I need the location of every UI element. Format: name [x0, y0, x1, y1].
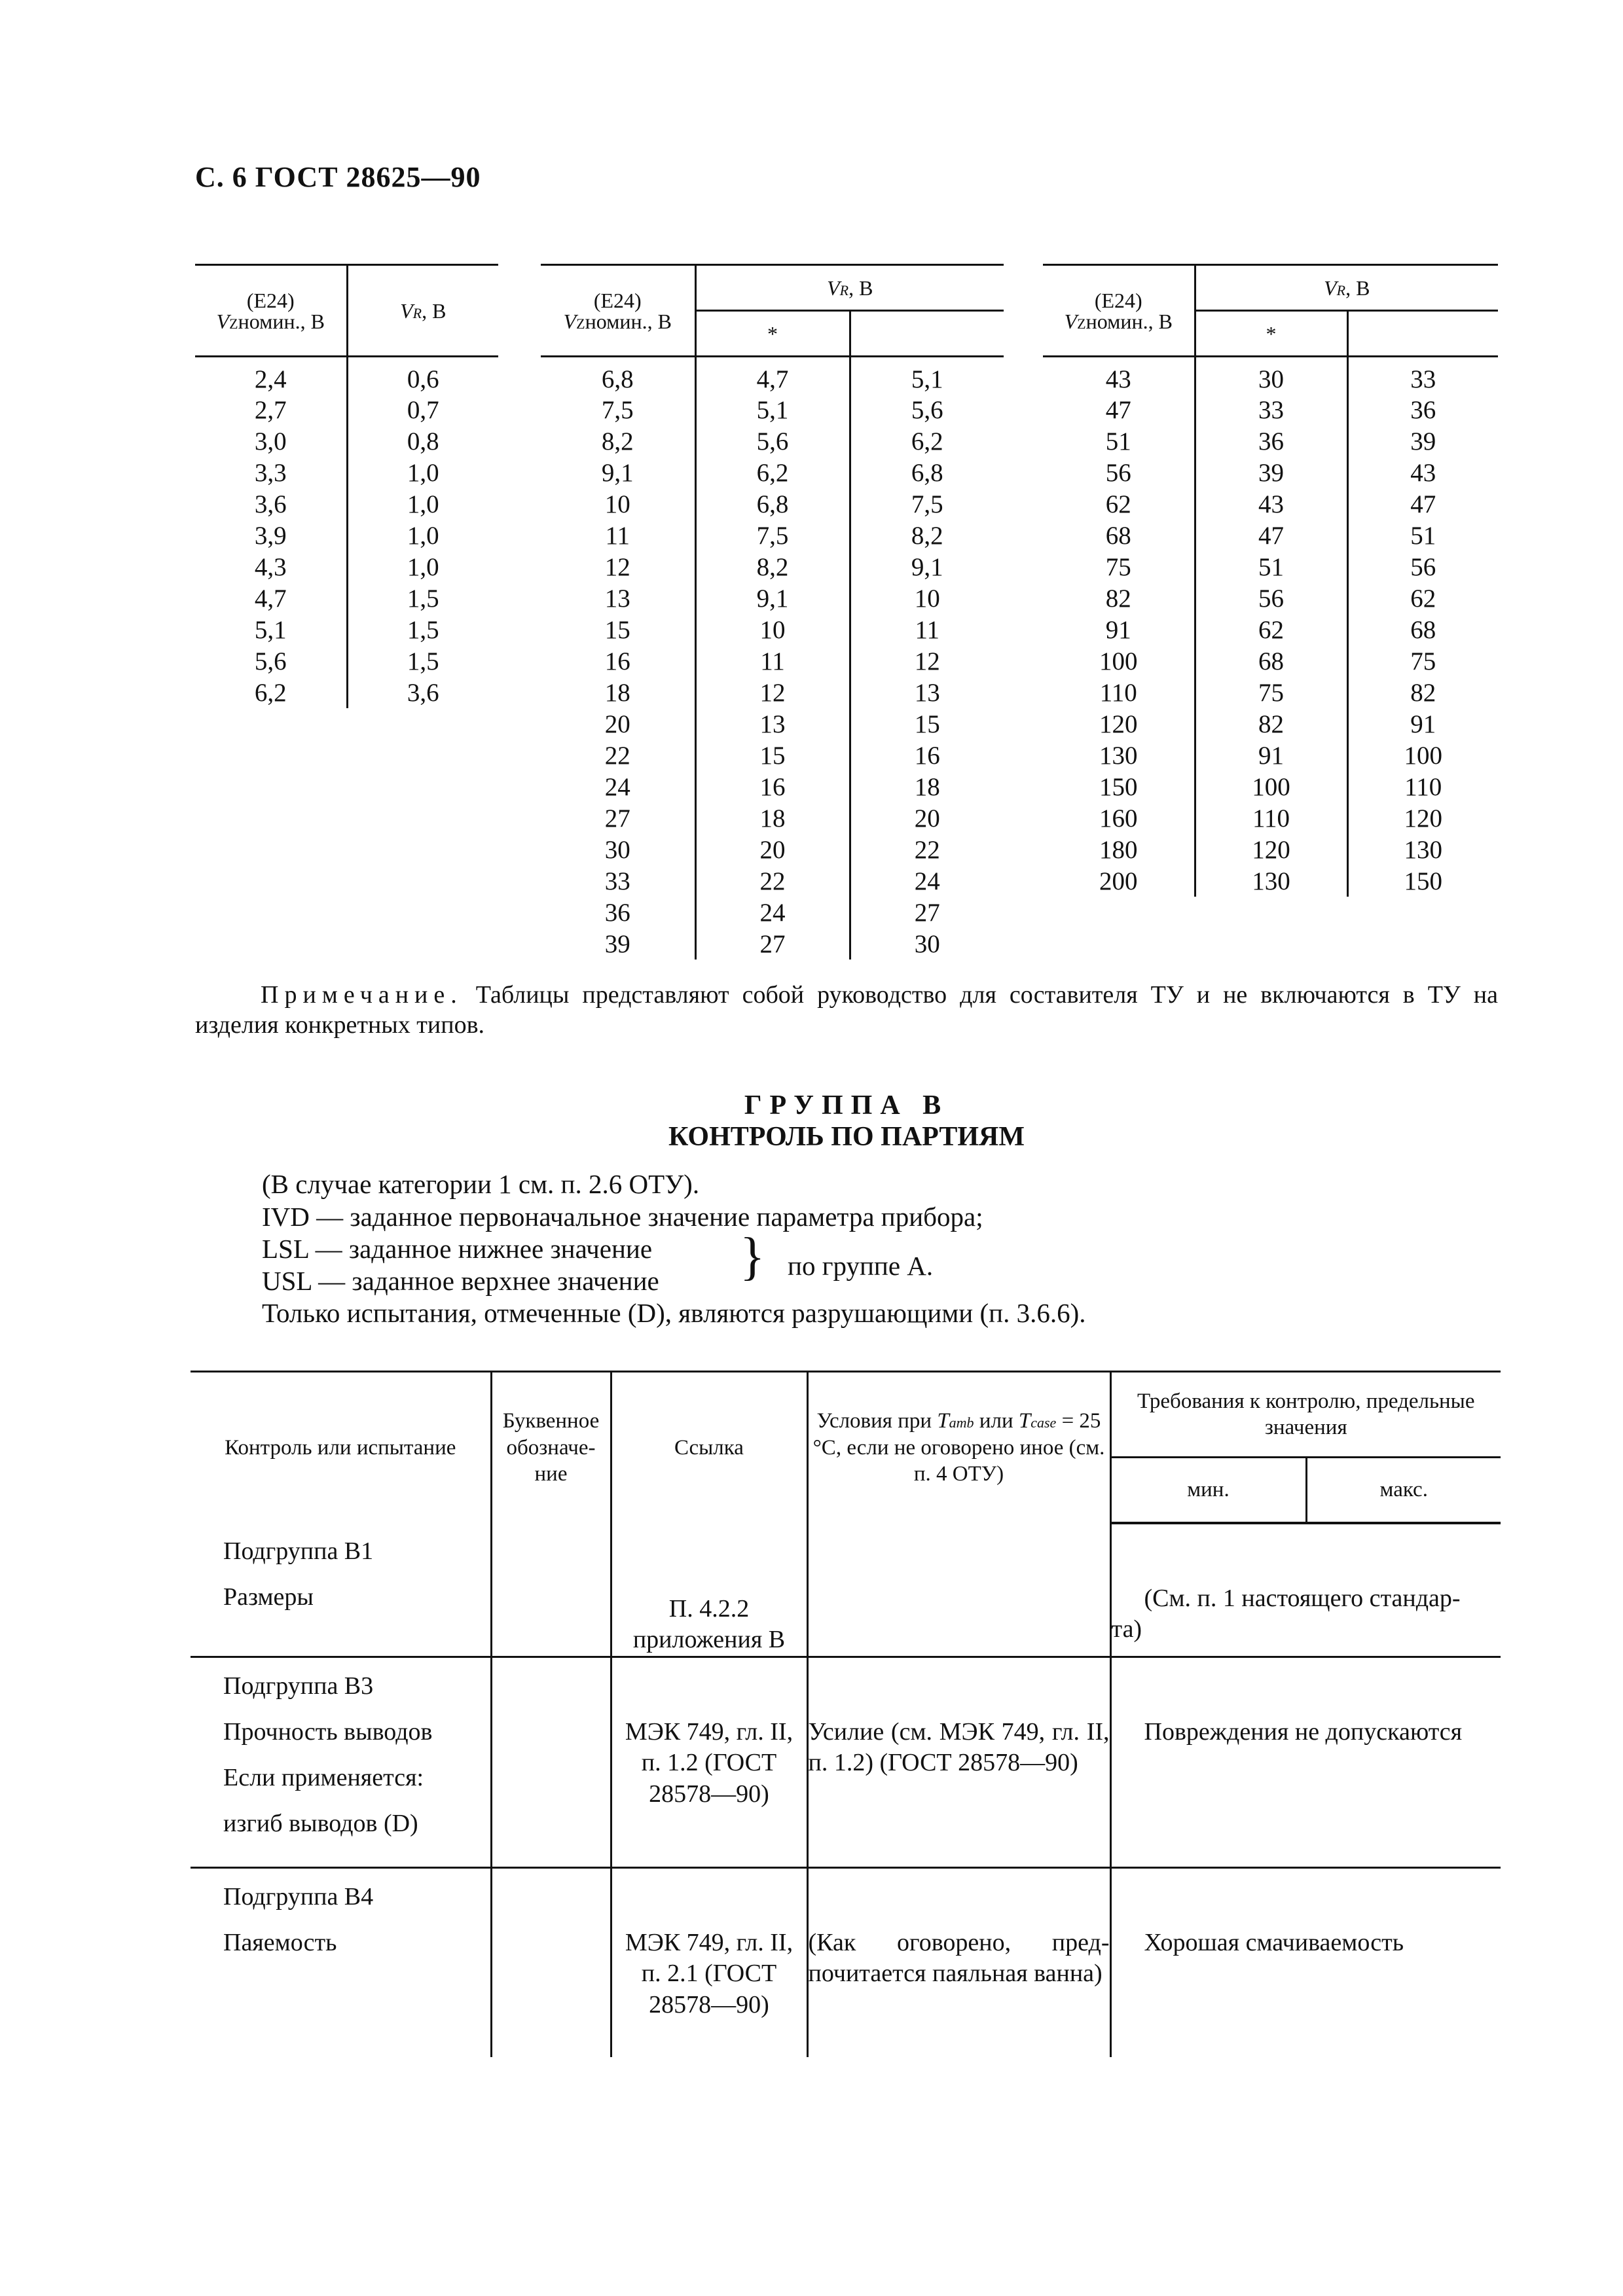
table-cell: 18: [695, 802, 850, 834]
test-lead-strength: Прочность выводов: [223, 1717, 433, 1746]
table-cell: 110: [1099, 678, 1137, 707]
table-cell: 10: [604, 490, 630, 518]
table-row: [1043, 583, 1498, 614]
table-cell: 6,2: [695, 457, 850, 488]
table-row-b1: [191, 1523, 1501, 1657]
table-row: [195, 394, 498, 425]
table-cell: 100: [1347, 740, 1498, 771]
table-cell: 27: [695, 928, 850, 960]
table-row: [195, 645, 498, 677]
table-cell: 11: [605, 521, 630, 550]
intro-lsl: LSL — заданное нижнее значение: [262, 1234, 653, 1264]
col-vr-header: VR, В: [1195, 265, 1498, 311]
table-cell: 68: [1195, 645, 1347, 677]
table-cell: 1,5: [347, 614, 498, 645]
table-cell: 4,7: [254, 584, 287, 613]
note-label: Примечание.: [261, 981, 463, 1009]
subgroup-b4: Подгруппа В4: [223, 1882, 374, 1910]
header-min: мин.: [1110, 1458, 1306, 1523]
cond-b3: Усилие (см. МЭК 749, гл. II, п. 1.2) (ГОСТ 28578—90): [807, 1657, 1110, 1867]
table-cell: 10: [850, 583, 1004, 614]
table-row-b3: [191, 1657, 1501, 1867]
cond-b4: (Как оговорено, пред-почитается паяльная ванна): [807, 1867, 1110, 2057]
table-cell: 1,5: [347, 583, 498, 614]
table-cell: 39: [604, 929, 630, 958]
table-row: [1043, 771, 1498, 802]
table-cell: 27: [850, 897, 1004, 928]
table-cell: 56: [1105, 458, 1131, 487]
table-cell: 11: [695, 645, 850, 677]
table-cell: 6,8: [601, 365, 634, 393]
table-cell: 0,7: [347, 394, 498, 425]
table-cell: 7,5: [695, 520, 850, 551]
table-cell: 0,6: [347, 357, 498, 395]
group-b-table: [191, 1371, 1501, 2057]
table-cell: 33: [1347, 357, 1498, 395]
table-cell: 33: [1195, 394, 1347, 425]
table-row: [195, 551, 498, 583]
table-cell: 0,8: [347, 425, 498, 457]
table-cell: 2,4: [254, 365, 287, 393]
table-vz-vr-small: [195, 264, 498, 708]
table-cell: 120: [1099, 709, 1138, 738]
table-cell: 130: [1099, 741, 1138, 770]
header-conditions: Условия при Tamb или Tcase = 25 °С, если не оговорено иное (см. п. 4 ОТУ): [807, 1372, 1110, 1523]
table-cell: 39: [1347, 425, 1498, 457]
table-row: [541, 488, 1004, 520]
table-cell: 4,7: [695, 357, 850, 395]
table-cell: 30: [1195, 357, 1347, 395]
table-cell: 100: [1099, 647, 1138, 675]
table-cell: 39: [1195, 457, 1347, 488]
table-cell: 150: [1347, 865, 1498, 897]
table-cell: 12: [695, 677, 850, 708]
table-cell: 1,0: [347, 488, 498, 520]
table-cell: 11: [850, 614, 1004, 645]
table-cell: 8,2: [850, 520, 1004, 551]
header-max: макс.: [1306, 1458, 1501, 1523]
table-vz-vr-medium: [541, 264, 1004, 960]
table-cell: 110: [1195, 802, 1347, 834]
table-vz-vr-large: [1043, 264, 1498, 897]
table-row: [541, 802, 1004, 834]
subgroup-b3: Подгруппа В3: [223, 1672, 374, 1700]
table-cell: 47: [1105, 395, 1131, 424]
table-row: [1043, 520, 1498, 551]
intro-destructive: Только испытания, отмеченные (D), являются разрушающими (п. 3.6.6).: [262, 1298, 1086, 1328]
table-cell: 62: [1105, 490, 1131, 518]
table-cell: 22: [604, 741, 630, 770]
table-row: [541, 865, 1004, 897]
table-cell: 180: [1099, 835, 1138, 864]
table-row: [195, 425, 498, 457]
table-cell: 24: [604, 772, 630, 801]
table-cell: 47: [1195, 520, 1347, 551]
table-row: [541, 614, 1004, 645]
table-cell: 120: [1347, 802, 1498, 834]
table-cell: 200: [1099, 867, 1138, 895]
table-cell: 160: [1099, 804, 1138, 833]
test-if-applicable: Если применяется:: [223, 1763, 424, 1791]
table-cell: 9,1: [601, 458, 634, 487]
table-cell: 16: [604, 647, 630, 675]
ref-b4: МЭК 749, гл. II, п. 2.1 (ГОСТ 28578—90): [611, 1867, 807, 2057]
subgroup-b1: Подгруппа В1: [223, 1537, 374, 1565]
col-vr-empty-header: [1347, 311, 1498, 357]
table-cell: 3,6: [254, 490, 287, 518]
table-cell: 91: [1195, 740, 1347, 771]
table-row: [541, 677, 1004, 708]
table-cell: 1,5: [347, 645, 498, 677]
header-requirements: Требования к контролю, предельные значения: [1110, 1372, 1501, 1458]
table-cell: 56: [1347, 551, 1498, 583]
table-row: [541, 457, 1004, 488]
table-cell: 56: [1195, 583, 1347, 614]
table-row: [541, 897, 1004, 928]
table-row: [1043, 551, 1498, 583]
table-cell: 82: [1347, 677, 1498, 708]
table-cell: 6,2: [254, 678, 287, 707]
table-cell: 13: [850, 677, 1004, 708]
table-cell: 3,3: [254, 458, 287, 487]
table-row: [541, 740, 1004, 771]
table-row: [1043, 834, 1498, 865]
table-row: [195, 357, 498, 395]
table-row: [541, 834, 1004, 865]
table-cell: 82: [1105, 584, 1131, 613]
header-ref: Ссылка: [611, 1372, 807, 1523]
table-cell: 68: [1347, 614, 1498, 645]
table-cell: 8,2: [695, 551, 850, 583]
table-row: [541, 928, 1004, 960]
table-cell: 75: [1105, 552, 1131, 581]
table-cell: 130: [1347, 834, 1498, 865]
table-row: [1043, 677, 1498, 708]
table-row: [1043, 394, 1498, 425]
table-cell: 51: [1347, 520, 1498, 551]
table-cell: 75: [1195, 677, 1347, 708]
table-cell: 22: [850, 834, 1004, 865]
test-lead-bend: изгиб выводов (D): [223, 1809, 418, 1837]
note: [195, 980, 1498, 1040]
table-cell: 15: [695, 740, 850, 771]
table-cell: 6,8: [695, 488, 850, 520]
table-row: [195, 520, 498, 551]
col-vr-header: VR, В: [347, 265, 498, 357]
table-cell: 75: [1347, 645, 1498, 677]
req-b1: (См. п. 1 настоящего стандар-: [1144, 1584, 1461, 1612]
table-cell: 6,2: [850, 425, 1004, 457]
table-cell: 9,1: [850, 551, 1004, 583]
req-b3: Повреждения не допускаются: [1144, 1717, 1463, 1746]
table-cell: 130: [1195, 865, 1347, 897]
table-cell: 18: [850, 771, 1004, 802]
table-cell: 1,0: [347, 520, 498, 551]
table-cell: 5,6: [695, 425, 850, 457]
table-cell: 16: [850, 740, 1004, 771]
table-cell: 30: [604, 835, 630, 864]
brace: }: [740, 1228, 765, 1285]
req-b1-cont: та): [1111, 1615, 1142, 1643]
table-cell: 3,9: [254, 521, 287, 550]
table-cell: 27: [604, 804, 630, 833]
note-text: Таблицы представляют собой руководство для составителя ТУ и не включаются в ТУ на изделия конкретных типов.: [195, 981, 1498, 1039]
table-cell: 62: [1195, 614, 1347, 645]
table-cell: 16: [695, 771, 850, 802]
table-row: [195, 677, 498, 708]
table-cell: 7,5: [601, 395, 634, 424]
table-row: [541, 771, 1004, 802]
table-row: [195, 614, 498, 645]
table-cell: 12: [604, 552, 630, 581]
table-cell: 1,0: [347, 551, 498, 583]
table-row: [1043, 865, 1498, 897]
table-cell: 33: [604, 867, 630, 895]
table-row: [541, 708, 1004, 740]
intro-ivd: IVD — заданное первоначальное значение параметра прибора;: [262, 1202, 983, 1232]
table-cell: 24: [695, 897, 850, 928]
table-cell: 62: [1347, 583, 1498, 614]
page-header: С. 6 ГОСТ 28625—90: [195, 161, 481, 193]
table-row: [541, 394, 1004, 425]
ref-b1: П. 4.2.2 приложения В: [611, 1523, 807, 1657]
table-row: [541, 551, 1004, 583]
table-cell: 2,7: [254, 395, 287, 424]
table-cell: 8,2: [601, 427, 634, 456]
table-row: [1043, 708, 1498, 740]
table-cell: 47: [1347, 488, 1498, 520]
table-cell: 43: [1347, 457, 1498, 488]
col-vr-empty-header: [850, 311, 1004, 357]
table-cell: 82: [1195, 708, 1347, 740]
table-row: [541, 520, 1004, 551]
table-row: [1043, 614, 1498, 645]
table-row: [195, 583, 498, 614]
table-cell: 36: [1347, 394, 1498, 425]
col-vz-header: (E24) VZномин., В: [541, 265, 695, 357]
table-row: [195, 457, 498, 488]
table-cell: 20: [604, 709, 630, 738]
table-cell: 120: [1195, 834, 1347, 865]
ref-b3: МЭК 749, гл. II, п. 1.2 (ГОСТ 28578—90): [611, 1657, 807, 1867]
intro-brace-text: по группе А.: [788, 1251, 934, 1281]
table-cell: 51: [1195, 551, 1347, 583]
table-cell: 12: [850, 645, 1004, 677]
intro-usl: USL — заданное верхнее значение: [262, 1266, 659, 1296]
table-row: [541, 645, 1004, 677]
group-subtitle: КОНТРОЛЬ ПО ПАРТИЯМ: [668, 1122, 1025, 1152]
table-row: [541, 425, 1004, 457]
table-row: [195, 488, 498, 520]
table-cell: 3,0: [254, 427, 287, 456]
table-cell: 13: [695, 708, 850, 740]
table-cell: 36: [1195, 425, 1347, 457]
table-cell: 13: [604, 584, 630, 613]
table-cell: 15: [604, 615, 630, 644]
test-solderability: Паяемость: [223, 1928, 337, 1956]
table-cell: 5,1: [254, 615, 287, 644]
table-cell: 24: [850, 865, 1004, 897]
table-row: [1043, 488, 1498, 520]
table-cell: 3,6: [347, 677, 498, 708]
table-row-b4: [191, 1867, 1501, 2057]
table-row: [1043, 425, 1498, 457]
header-test: Контроль или испытание: [191, 1372, 491, 1523]
col-vr-star-header: *: [1195, 311, 1347, 357]
col-vr-header: VR, В: [695, 265, 1004, 311]
table-cell: 18: [604, 678, 630, 707]
table-row: [1043, 457, 1498, 488]
table-cell: 5,6: [850, 394, 1004, 425]
table-cell: 43: [1105, 365, 1131, 393]
table-cell: 91: [1105, 615, 1131, 644]
col-vz-header: (E24) VZномин., В: [1043, 265, 1195, 357]
table-cell: 91: [1347, 708, 1498, 740]
table-cell: 6,8: [850, 457, 1004, 488]
table-row: [1043, 802, 1498, 834]
test-dimensions: Размеры: [223, 1583, 314, 1611]
table-row: [1043, 357, 1498, 395]
table-row: [1043, 645, 1498, 677]
table-cell: 110: [1347, 771, 1498, 802]
table-cell: 10: [695, 614, 850, 645]
col-vr-star-header: *: [695, 311, 850, 357]
table-cell: 4,3: [254, 552, 287, 581]
table-cell: 20: [850, 802, 1004, 834]
table-cell: 36: [604, 898, 630, 927]
table-cell: 5,1: [695, 394, 850, 425]
table-row: [541, 357, 1004, 395]
table-row: [541, 583, 1004, 614]
table-cell: 7,5: [850, 488, 1004, 520]
table-cell: 51: [1105, 427, 1131, 456]
intro-line1: (В случае категории 1 см. п. 2.6 ОТУ).: [262, 1169, 700, 1199]
group-title: ГРУППА В: [744, 1090, 949, 1121]
table-cell: 15: [850, 708, 1004, 740]
table-cell: 22: [695, 865, 850, 897]
table-cell: 150: [1099, 772, 1138, 801]
table-cell: 100: [1195, 771, 1347, 802]
table-cell: 5,1: [850, 357, 1004, 395]
table-cell: 1,0: [347, 457, 498, 488]
table-cell: 20: [695, 834, 850, 865]
table-cell: 30: [850, 928, 1004, 960]
table-cell: 5,6: [254, 647, 287, 675]
table-cell: 9,1: [695, 583, 850, 614]
col-vz-header: (E24) VZномин., В: [195, 265, 347, 357]
table-cell: 68: [1105, 521, 1131, 550]
table-cell: 43: [1195, 488, 1347, 520]
table-row: [1043, 740, 1498, 771]
header-letter: Буквенное обозначе-ние: [491, 1372, 611, 1523]
req-b4: Хорошая смачиваемость: [1144, 1928, 1404, 1956]
